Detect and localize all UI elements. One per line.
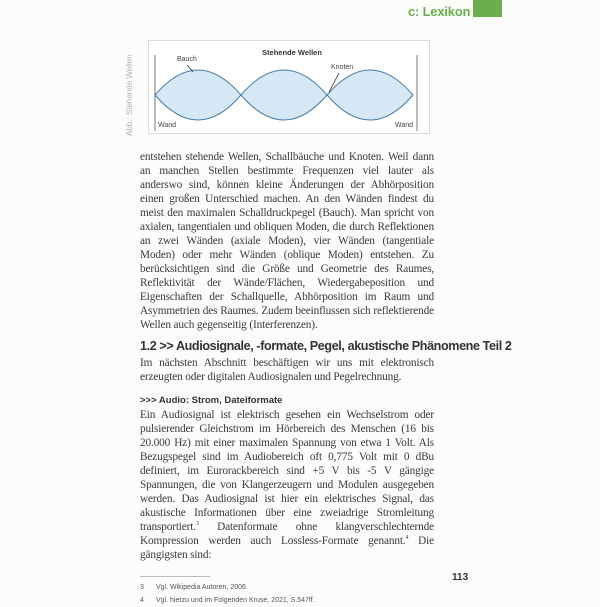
paragraph-text: entstehen stehende Wellen, Schallbäuche und Knoten. Weil dann an manchen Stellen bestimmte Frequenzen viel lauter als anderswo sind, können kleine Änderungen der Abhörposition einen großen Unterschied machen. An den Wänden findest du meist den maximalen Schalldruckpegel (Bauch). Man spricht von axialen, tangentialen und obliquen Moden, die durch Reflektionen an zwei Wänden (axiale Moden), vier Wänden (tangentiale Moden) oder mehr Wänden (oblique Moden) entstehen. Zu berücksichtigen sind die Größe und Geometrie des Raumes, Reflektivität der Wände/Flächen, Wiedergabeposition und Eigenschaften der Schallquelle, Abhörposition im Raum und Asymmetrien des Raumes. Zudem beeinflussen sich reflektierende Wellen auch gegenseitig (Interferenzen). (140, 151, 434, 331)
paragraph-part: Datenformate ohne klangverschlechternde Kompression werden auch Lossless-Formate genannt. (140, 521, 434, 547)
label-belly: Bauch (177, 56, 197, 63)
footnote-text: Vgl. Wikipedia Autoren, 2006. (156, 584, 248, 591)
footnotes (140, 581, 434, 607)
paragraph-part: Die gängigsten sind: (140, 535, 434, 561)
section-heading: 1.2 >> Audiosignale, -formate, Pegel, akustische Phänomene Teil 2 (140, 339, 512, 353)
figure-caption: Abb.: Stehende Wellen (125, 54, 134, 136)
paragraph-text (140, 408, 434, 562)
paragraph-part: Ein Audiosignal ist elektrisch gesehen ein Wechselstrom oder pulsierender Gleichstrom im Hörbereich des Menschen (16 bis 20.000 Hz) mit einer maximalen Spannung von etwa 1 Volt. Als Bezugspegel sind im Audiobereich oft 0,775 Volt mit 0 dBu definiert, im Eurorackbereich sind +5 V bis -5 V gängige Spannungen, die von Klangerzeugern und Modulen ausgegeben werden. Das Audiosignal ist hier ein elektrisches Signal, das akustische Informationen über eine zweiadrige Stromleitung transportiert. (140, 409, 434, 533)
subheading: >>> Audio: Strom, Dateiformate (140, 395, 283, 406)
paragraph-text: Im nächsten Abschnitt beschäftigen wir uns mit elektronisch erzeugten oder digitalen Audiosignalen und Pegelrechnung. (140, 357, 434, 383)
page-number: 113 (452, 572, 469, 583)
body-paragraph-1 (140, 150, 434, 332)
footnote-text: Vgl. hierzu und im Folgenden Kruse, 2021, S.547ff. (156, 597, 315, 604)
footnote-ref[interactable]: 4 (405, 535, 409, 542)
footnote-divider (140, 576, 210, 577)
standing-waves-figure (148, 40, 430, 134)
label-node: Knoten (331, 64, 354, 71)
footnote (140, 594, 434, 607)
label-wall-left: Wand (158, 122, 177, 129)
intro-paragraph (140, 356, 434, 384)
section-color-tab (473, 0, 502, 17)
footnote-ref[interactable]: 3 (195, 521, 199, 528)
body-paragraph-2 (140, 408, 434, 562)
standing-waves-diagram (149, 41, 429, 133)
footnote (140, 581, 434, 594)
label-wall-right: Wand (395, 122, 414, 129)
figure-title: Stehende Wellen (262, 48, 322, 57)
footnote-number: 4 (140, 597, 144, 604)
footnote-number: 3 (140, 584, 144, 591)
running-header: c: Lexikon (408, 4, 471, 19)
wave-envelope-fill (155, 70, 413, 120)
